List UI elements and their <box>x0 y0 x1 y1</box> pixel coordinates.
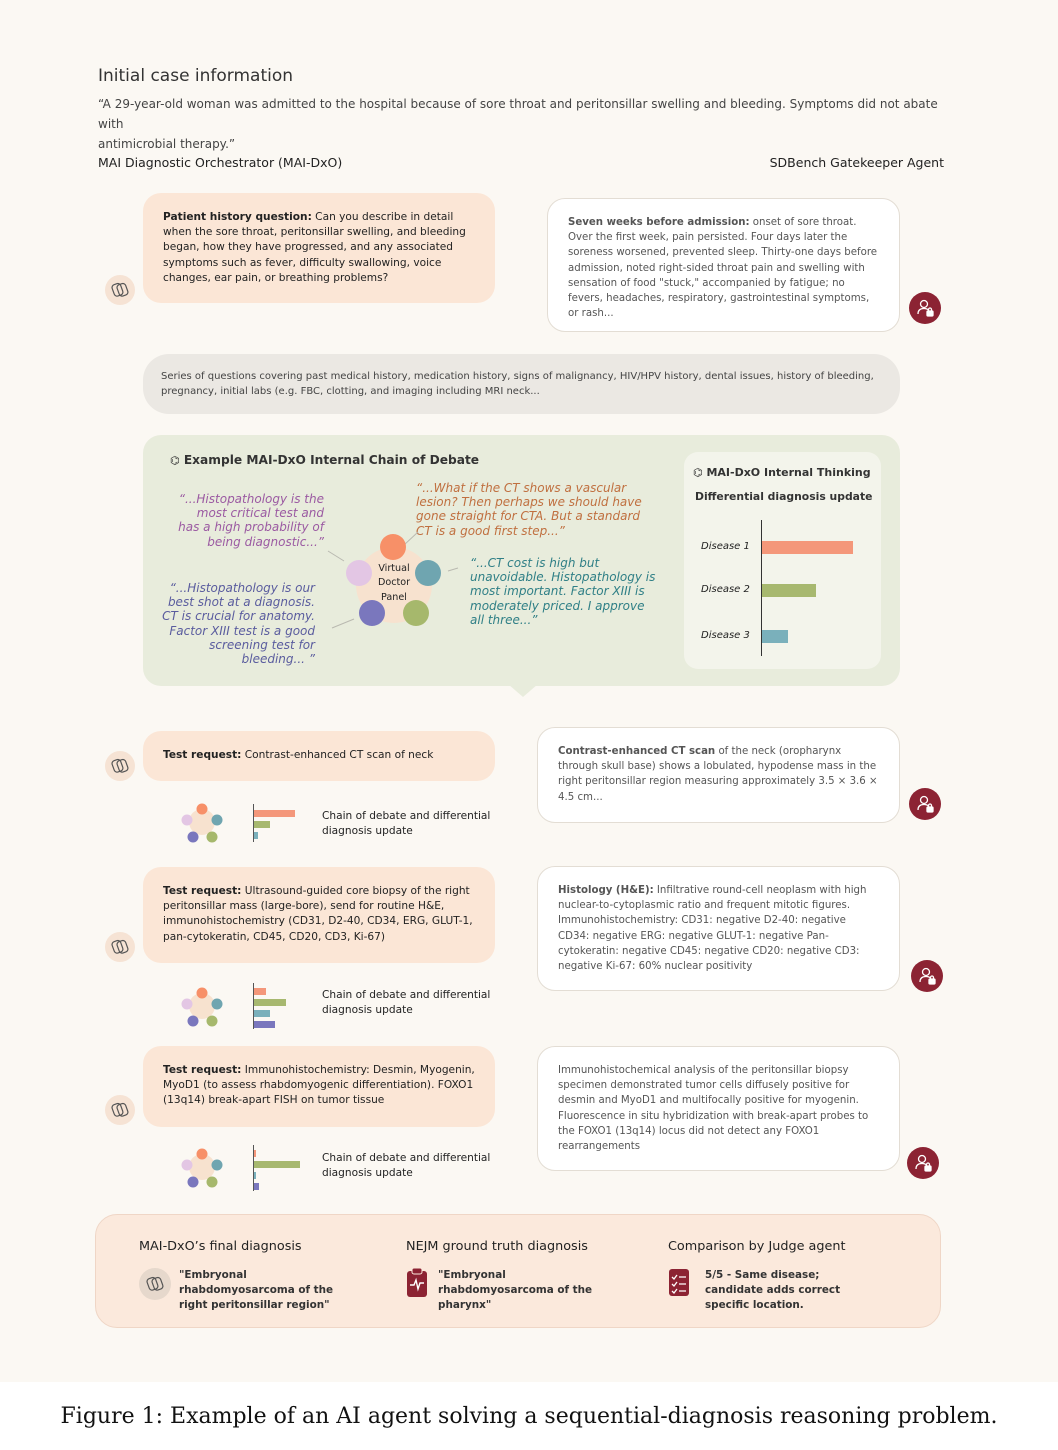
case-quote-line2: antimicrobial therapy.” <box>98 137 236 151</box>
test-result-bubble-3 <box>537 1046 900 1171</box>
header-gatekeeper: SDBench Gatekeeper Agent <box>769 155 944 170</box>
ddx-bar-1 <box>762 541 853 554</box>
thinking-title-text: MAI-DxO Internal Thinking <box>706 466 871 479</box>
final-judge-title: Comparison by Judge agent <box>668 1239 846 1254</box>
request-text: Contrast-enhanced CT scan of neck <box>241 749 434 761</box>
ddx-label-3: Disease 3 <box>701 630 750 641</box>
request-text: Immunohistochemistry: Desmin, Myogenin, MyoD1 (to assess rhabdomyogenic differentiation). FOXO1 (13q14) break-apart FISH on tumor tissue <box>163 1064 475 1107</box>
debate-title-text: Example MAI-DxO Internal Chain of Debate <box>183 453 480 467</box>
mini-panel-2 <box>178 984 228 1030</box>
mini-bar <box>254 1183 259 1190</box>
orchestrator-final-icon <box>139 1268 171 1300</box>
mini-panel-1 <box>178 800 228 846</box>
connector-4 <box>332 619 354 628</box>
result-text: Immunohistochemical analysis of the peritonsillar biopsy specimen demonstrated tumor cells diffusely positive for desmin and MyoD1 and multifocally positive for myogenin. Fluorescence in situ hybridization with break-apart probes to the FOXO1 (13q14) locus did not detect any FOXO1 rearrangements <box>558 1065 869 1153</box>
mini-bar <box>254 1161 300 1168</box>
checklist-icon <box>668 1267 690 1301</box>
request-label: Test request: <box>163 885 242 897</box>
history-answer-bubble <box>547 198 900 332</box>
ddx-bar-2 <box>762 584 816 597</box>
test-request-bubble-1 <box>143 731 495 781</box>
doctor-orange <box>380 534 406 560</box>
final-dxo-title: MAI-DxO’s final diagnosis <box>139 1239 302 1254</box>
result-label: Histology (H&E): <box>558 885 654 896</box>
orchestrator-icon <box>105 275 135 305</box>
test-result-bubble-2 <box>537 866 900 991</box>
panel-label-line1: Virtual <box>378 563 410 574</box>
mini-caption-3: Chain of debate and differential diagnosis update <box>322 1152 491 1180</box>
mini-bar <box>254 821 270 828</box>
doctor-purple-light <box>346 560 372 586</box>
mini-bar <box>254 1021 275 1028</box>
result-label: Contrast-enhanced CT scan <box>558 746 716 757</box>
history-question-bubble <box>143 193 495 303</box>
gatekeeper-icon <box>907 1147 939 1179</box>
mini-caption-1: Chain of debate and differential diagnosis update <box>322 810 491 838</box>
connector-3 <box>448 568 458 571</box>
history-question-label: Patient history question: <box>163 211 312 223</box>
quote-4: “...Histopathology is our best shot at a diagnosis. CT is crucial for anatomy. Factor XIII test is a good screening test for bleeding... ” <box>162 581 315 667</box>
history-question-text: Can you describe in detail when the sore throat, peritonsillar swelling, and bleeding began, how they have progressed, and any associated symptoms such as fever, difficulty swallowing, voice changes, ear pain, or breathing problems? <box>163 211 466 284</box>
case-quote-line1: “A 29-year-old woman was admitted to the hospital because of sore throat and peritonsillar swelling and bleeding. Symptoms did not abate with <box>98 97 938 131</box>
debate-pointer <box>508 684 538 697</box>
case-title: Initial case information <box>98 66 294 86</box>
request-label: Test request: <box>163 749 242 761</box>
ddx-bar-3 <box>762 630 788 643</box>
series-summary: Series of questions covering past medical history, medication history, signs of malignancy, HIV/HPV history, dental issues, history of bleeding, pregnancy, initial labs (e.g. FBC, clotting, and imaging including MRI neck... <box>143 354 900 414</box>
ddx-label-1: Disease 1 <box>701 541 750 552</box>
mini-bar <box>254 832 258 839</box>
mini-bar <box>254 1150 256 1157</box>
connector-2 <box>404 532 418 545</box>
ddx-label-2: Disease 2 <box>701 584 750 595</box>
thinking-title <box>693 466 871 479</box>
orchestrator-icon <box>105 751 135 781</box>
doctor-teal <box>415 560 441 586</box>
quote-2: “...What if the CT shows a vascular lesion? Then perhaps we should have gone straight for CTA. But a standard CT is a good first step...” <box>416 481 642 538</box>
final-nejm-title: NEJM ground truth diagnosis <box>406 1239 588 1254</box>
orchestrator-icon <box>105 932 135 962</box>
history-answer-text: onset of sore throat. Over the first week, pain persisted. Four days later the soreness worsened, prevented sleep. Thirty-one days before admission, noted right-sided throat pain and swelling with sensation of food "stuck," accompanied by fatigue; no fevers, headaches, respiratory, gastrointestinal symptoms, or rash... <box>568 217 878 320</box>
mini-bar <box>254 1172 256 1179</box>
mini-bar <box>254 1010 270 1017</box>
ddx-title: Differential diagnosis update <box>695 490 873 503</box>
mini-bar <box>254 988 266 995</box>
debate-title-icon: ⌬ <box>170 454 180 467</box>
header-orchestrator: MAI Diagnostic Orchestrator (MAI-DxO) <box>98 155 343 170</box>
final-dxo-text: "Embryonal rhabdomyosarcoma of the right peritonsillar region" <box>179 1269 334 1311</box>
clipboard-pulse-icon <box>406 1268 428 1302</box>
test-request-bubble-3 <box>143 1046 495 1127</box>
quote-3: “...CT cost is high but unavoidable. Histopathology is most important. Factor XIII is moderately priced. I approve all three...” <box>470 556 656 627</box>
result-text: of the neck (oropharynx through skull base) shows a lobulated, hypodense mass in the right peritonsillar region measuring approximately 3.5 × 3.6 × 4.5 cm... <box>558 746 878 803</box>
connector-1 <box>328 551 344 561</box>
gatekeeper-icon <box>911 960 943 992</box>
request-label: Test request: <box>163 1064 242 1076</box>
final-judge-text: 5/5 - Same disease; candidate adds correct specific location. <box>705 1269 841 1311</box>
gatekeeper-icon <box>909 292 941 324</box>
gatekeeper-icon <box>909 788 941 820</box>
result-text: Infiltrative round-cell neoplasm with high nuclear-to-cytoplasmic ratio and frequent mitotic figures. Immunohistochemistry: CD31: negative D2-40: negative CD34: negative ERG: negative GLUT-1: negative Pan-cytokeratin: negative CD45: negative CD20: negative CD3: negative Ki-67: 60% nuclear positivity <box>558 885 867 973</box>
test-result-bubble-1 <box>537 727 900 823</box>
orchestrator-icon <box>105 1095 135 1125</box>
quote-1: “...Histopathology is the most critical test and has a high probability of being diagnostic...” <box>178 492 324 549</box>
history-answer-label: Seven weeks before admission: <box>568 217 750 228</box>
debate-title <box>170 453 479 467</box>
mini-panel-3 <box>178 1145 228 1191</box>
test-request-bubble-2 <box>143 867 495 963</box>
figure-caption: Figure 1: Example of an AI agent solving a sequential-diagnosis reasoning problem. <box>60 1404 998 1429</box>
panel-label-line2: Doctor <box>377 577 411 589</box>
mini-caption-2: Chain of debate and differential diagnosis update <box>322 989 491 1017</box>
case-quote <box>98 94 958 154</box>
panel-label <box>370 562 418 605</box>
request-text: Ultrasound-guided core biopsy of the right peritonsillar mass (large-bore), send for routine H&E, immunohistochemistry (CD31, D2-40, CD34, ERG, GLUT-1, pan-cytokeratin, CD45, CD20, CD3, Ki-67) <box>163 885 473 943</box>
final-nejm-text: "Embryonal rhabdomyosarcoma of the pharynx" <box>438 1269 593 1311</box>
mini-bar <box>254 999 286 1006</box>
mini-bar <box>254 810 295 817</box>
panel-label-line3: Panel <box>381 591 407 603</box>
thinking-icon: ⌬ <box>693 466 703 479</box>
